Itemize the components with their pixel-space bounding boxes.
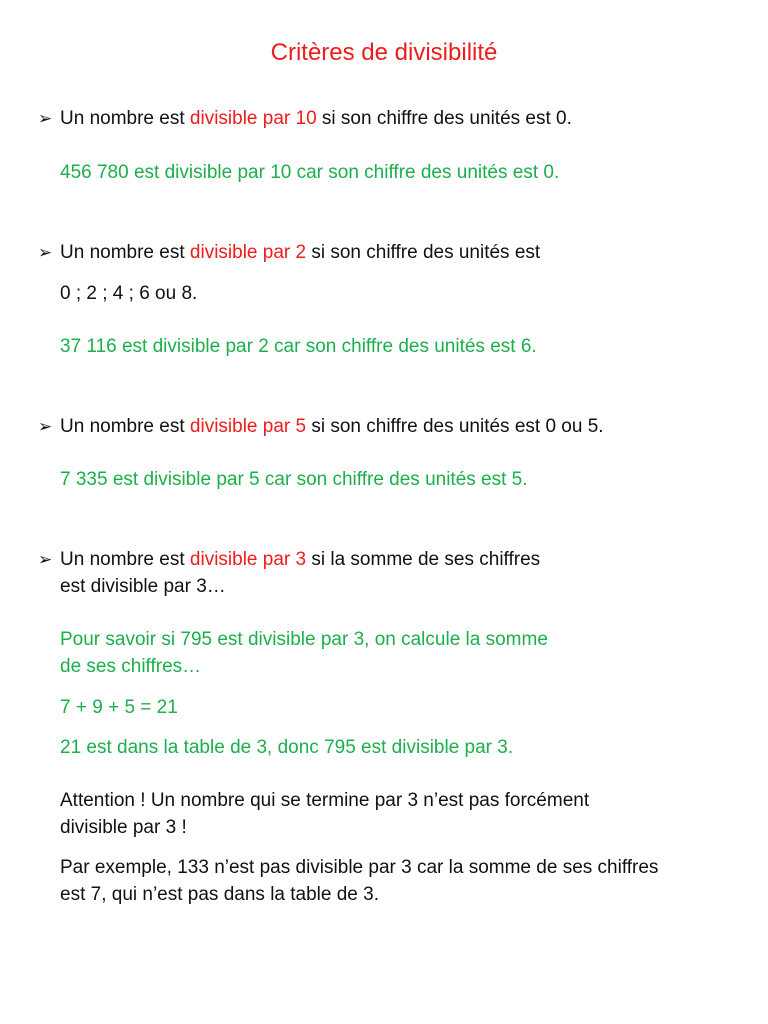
attention-note-line-2: divisible par 3 ! bbox=[60, 817, 187, 838]
rule-5-statement bbox=[60, 414, 604, 440]
arrowhead-bullet-icon: ➢ bbox=[38, 550, 53, 569]
rule-5-example: 7 335 est divisible par 5 car son chiffre des unités est 5. bbox=[60, 469, 528, 490]
rule-3-suffix: si la somme de ses chiffres bbox=[306, 549, 541, 570]
rule-3-example-line-1: Pour savoir si 795 est divisible par 3, on calcule la somme bbox=[60, 629, 548, 650]
rule-5-highlight: divisible par 5 bbox=[189, 416, 307, 437]
rule-10-prefix: Un nombre est bbox=[60, 108, 190, 129]
arrowhead-bullet-icon: ➢ bbox=[38, 243, 53, 262]
rule-10-suffix: si son chiffre des unités est 0. bbox=[316, 108, 572, 129]
rule-2-continuation: 0 ; 2 ; 4 ; 6 ou 8. bbox=[60, 283, 198, 304]
arrowhead-bullet-icon: ➢ bbox=[38, 109, 53, 128]
rule-2-statement bbox=[60, 240, 540, 266]
counter-example-line-2: est 7, qui n’est pas dans la table de 3. bbox=[60, 884, 379, 905]
rule-3-statement bbox=[60, 547, 540, 573]
rule-3-calculation: 7 + 9 + 5 = 21 bbox=[60, 697, 178, 718]
rule-3-continuation: est divisible par 3… bbox=[60, 576, 226, 597]
rule-3-highlight: divisible par 3 bbox=[189, 549, 307, 570]
rule-10-statement bbox=[60, 106, 572, 132]
rule-10-highlight: divisible par 10 bbox=[189, 108, 317, 129]
rule-3-example-line-2: de ses chiffres… bbox=[60, 656, 202, 677]
rule-3-conclusion: 21 est dans la table de 3, donc 795 est divisible par 3. bbox=[60, 737, 514, 758]
rule-10-example: 456 780 est divisible par 10 car son chiffre des unités est 0. bbox=[60, 162, 560, 183]
rule-2-prefix: Un nombre est bbox=[60, 242, 190, 263]
rule-5-prefix: Un nombre est bbox=[60, 416, 190, 437]
page-title: Critères de divisibilité bbox=[270, 39, 498, 66]
rule-2-highlight: divisible par 2 bbox=[189, 242, 307, 263]
rule-2-suffix: si son chiffre des unités est bbox=[306, 242, 541, 263]
rule-5-suffix: si son chiffre des unités est 0 ou 5. bbox=[306, 416, 604, 437]
rule-2-example: 37 116 est divisible par 2 car son chiffre des unités est 6. bbox=[60, 336, 537, 357]
attention-note-line-1: Attention ! Un nombre qui se termine par 3 n’est pas forcément bbox=[60, 790, 590, 811]
arrowhead-bullet-icon: ➢ bbox=[38, 417, 53, 436]
counter-example-line-1: Par exemple, 133 n’est pas divisible par 3 car la somme de ses chiffres bbox=[60, 857, 659, 878]
rule-3-prefix: Un nombre est bbox=[60, 549, 190, 570]
